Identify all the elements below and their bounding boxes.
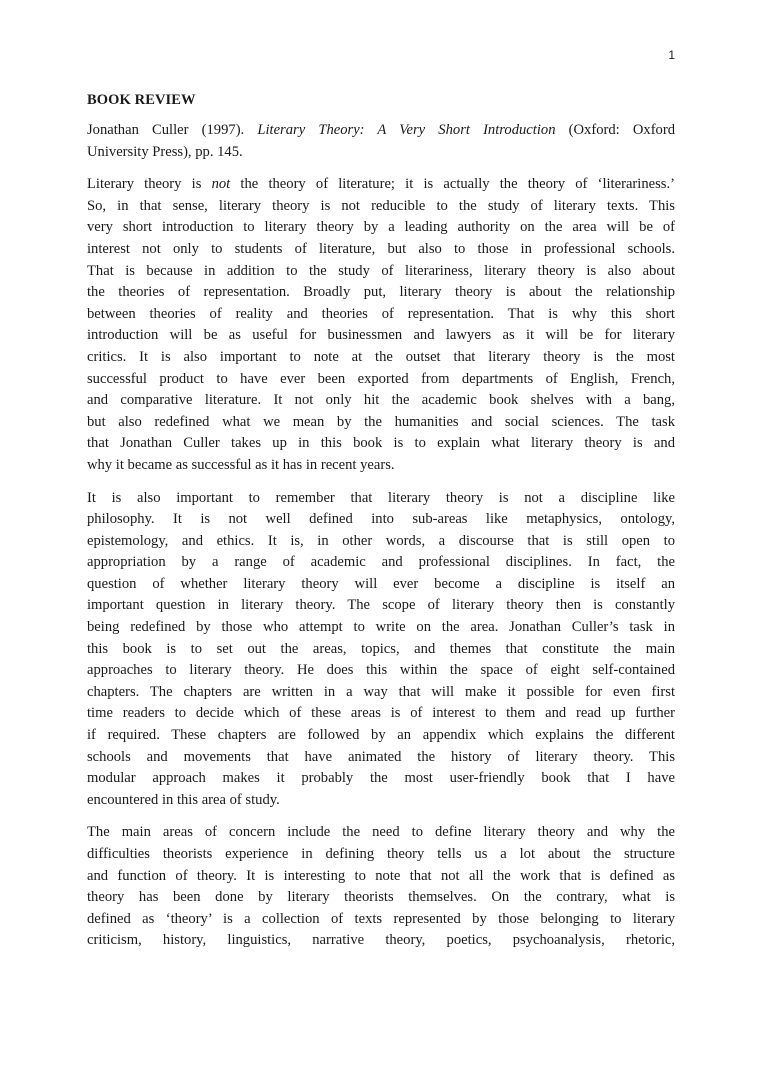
text-line [87, 196, 675, 218]
text-line [87, 390, 675, 412]
text-line [87, 488, 675, 510]
text-run: very short introduction to literary theory by a leading authority on the area will be of [87, 219, 675, 236]
text-line [87, 433, 675, 455]
text-line [87, 909, 675, 931]
text-run: difficulties theorists experience in defining theory tells us a lot about the structure [87, 846, 675, 862]
text-run: why it became as successful as it has in recent years. [87, 456, 395, 473]
text-line [87, 455, 675, 477]
paragraph [87, 822, 675, 952]
text-run: The main areas of concern include the need to define literary theory and why the [87, 824, 675, 841]
page-number: 1 [668, 48, 675, 62]
text-run: philosophy. It is not well defined into sub-areas like metaphysics, ontology, [87, 511, 675, 528]
text-line [87, 682, 675, 704]
italic-text: not [211, 176, 231, 193]
text-line [87, 930, 675, 952]
text-run: if required. These chapters are followed by an appendix which explains the different [87, 727, 675, 744]
text-line [87, 120, 675, 142]
text-line [87, 725, 675, 747]
text-line [87, 509, 675, 531]
text-run: that Jonathan Culler takes up in this book is to explain what literary theory is and [87, 435, 675, 452]
body-paragraphs [87, 174, 675, 952]
text-run: introduction will be as useful for businessmen and lawyers as it will be for literary [87, 327, 675, 344]
text-line [87, 660, 675, 682]
text-run: University Press), pp. 145. [87, 143, 243, 160]
text-line [87, 703, 675, 725]
text-run: schools and movements that have animated the history of literary theory. This [87, 748, 675, 765]
text-run: defined as ‘theory’ is a collection of texts represented by those belonging to literary [87, 910, 675, 927]
text-line [87, 639, 675, 661]
text-line [87, 217, 675, 239]
text-run: theory has been done by literary theorists themselves. On the contrary, what is [87, 889, 675, 906]
text-line [87, 617, 675, 639]
text-line [87, 369, 675, 391]
text-line [87, 282, 675, 304]
text-run: (Oxford: Oxford [555, 122, 676, 138]
text-run: So, in that sense, literary theory is not reducible to the study of literary texts. This [87, 197, 675, 214]
text-line [87, 790, 675, 812]
document-heading: BOOK REVIEW [87, 92, 196, 108]
text-run: critics. It is also important to note at the outset that literary theory is the most [87, 348, 675, 365]
text-run: important question in literary theory. The scope of literary theory then is constantly [87, 597, 675, 614]
text-line [87, 531, 675, 553]
text-run: this book is to set out the areas, topics, and themes that constitute the main [87, 640, 675, 657]
text-run: Literary theory is [87, 176, 212, 193]
text-run: and comparative literature. It not only hit the academic book shelves with a bang, [87, 392, 675, 409]
paragraph [87, 488, 675, 812]
text-run: the theory of literature; it is actually the theory of ‘literariness.’ [230, 176, 675, 193]
text-line [87, 887, 675, 909]
text-line [87, 768, 675, 790]
text-run: being redefined by those who attempt to write on the area. Jonathan Culler’s task in [87, 619, 675, 636]
text-run: successful product to have ever been exported from departments of English, French, [87, 370, 675, 387]
italic-text: Literary Theory: A Very Short Introduction [257, 122, 556, 138]
text-run: appropriation by a range of academic and professional disciplines. In fact, the [87, 554, 675, 571]
text-run: epistemology, and ethics. It is, in other words, a discourse that is still open to [87, 532, 675, 549]
paragraph [87, 174, 675, 476]
text-run: but also redefined what we mean by the humanities and social sciences. The task [87, 413, 675, 430]
text-line [87, 747, 675, 769]
text-line [87, 239, 675, 261]
text-line [87, 552, 675, 574]
text-run: modular approach makes it probably the most user-friendly book that I have [87, 770, 675, 787]
text-line [87, 142, 675, 164]
text-run: interest not only to students of literature, but also to those in professional schools. [87, 240, 675, 257]
text-line [87, 844, 675, 866]
text-line [87, 261, 675, 283]
text-line [87, 325, 675, 347]
text-run: approaches to literary theory. He does this within the space of eight self-contained [87, 662, 675, 679]
document-body [87, 90, 675, 963]
text-line [87, 347, 675, 369]
text-line [87, 822, 675, 844]
text-run: and function of theory. It is interesting to note that not all the work that is defined as [87, 867, 675, 884]
text-line [87, 174, 675, 196]
text-run: time readers to decide which of these areas is of interest to them and read up further [87, 705, 675, 722]
text-line [87, 304, 675, 326]
text-run: encountered in this area of study. [87, 791, 280, 808]
text-run: question of whether literary theory will ever become a discipline is itself an [87, 575, 675, 592]
text-run: between theories of reality and theories of representation. That is why this short [87, 305, 675, 322]
text-run: That is because in addition to the study of literariness, literary theory is also about [87, 262, 675, 279]
citation-paragraph [87, 120, 675, 163]
text-line [87, 412, 675, 434]
text-run: chapters. The chapters are written in a way that will make it possible for even first [87, 683, 675, 700]
text-line [87, 866, 675, 888]
text-run: It is also important to remember that literary theory is not a discipline like [87, 489, 675, 506]
text-line [87, 574, 675, 596]
text-run: Jonathan Culler (1997). [87, 122, 258, 138]
text-line [87, 595, 675, 617]
text-run: the theories of representation. Broadly put, literary theory is about the relationship [87, 284, 675, 301]
text-run: criticism, history, linguistics, narrative theory, poetics, psychoanalysis, rhetoric, [87, 932, 675, 949]
